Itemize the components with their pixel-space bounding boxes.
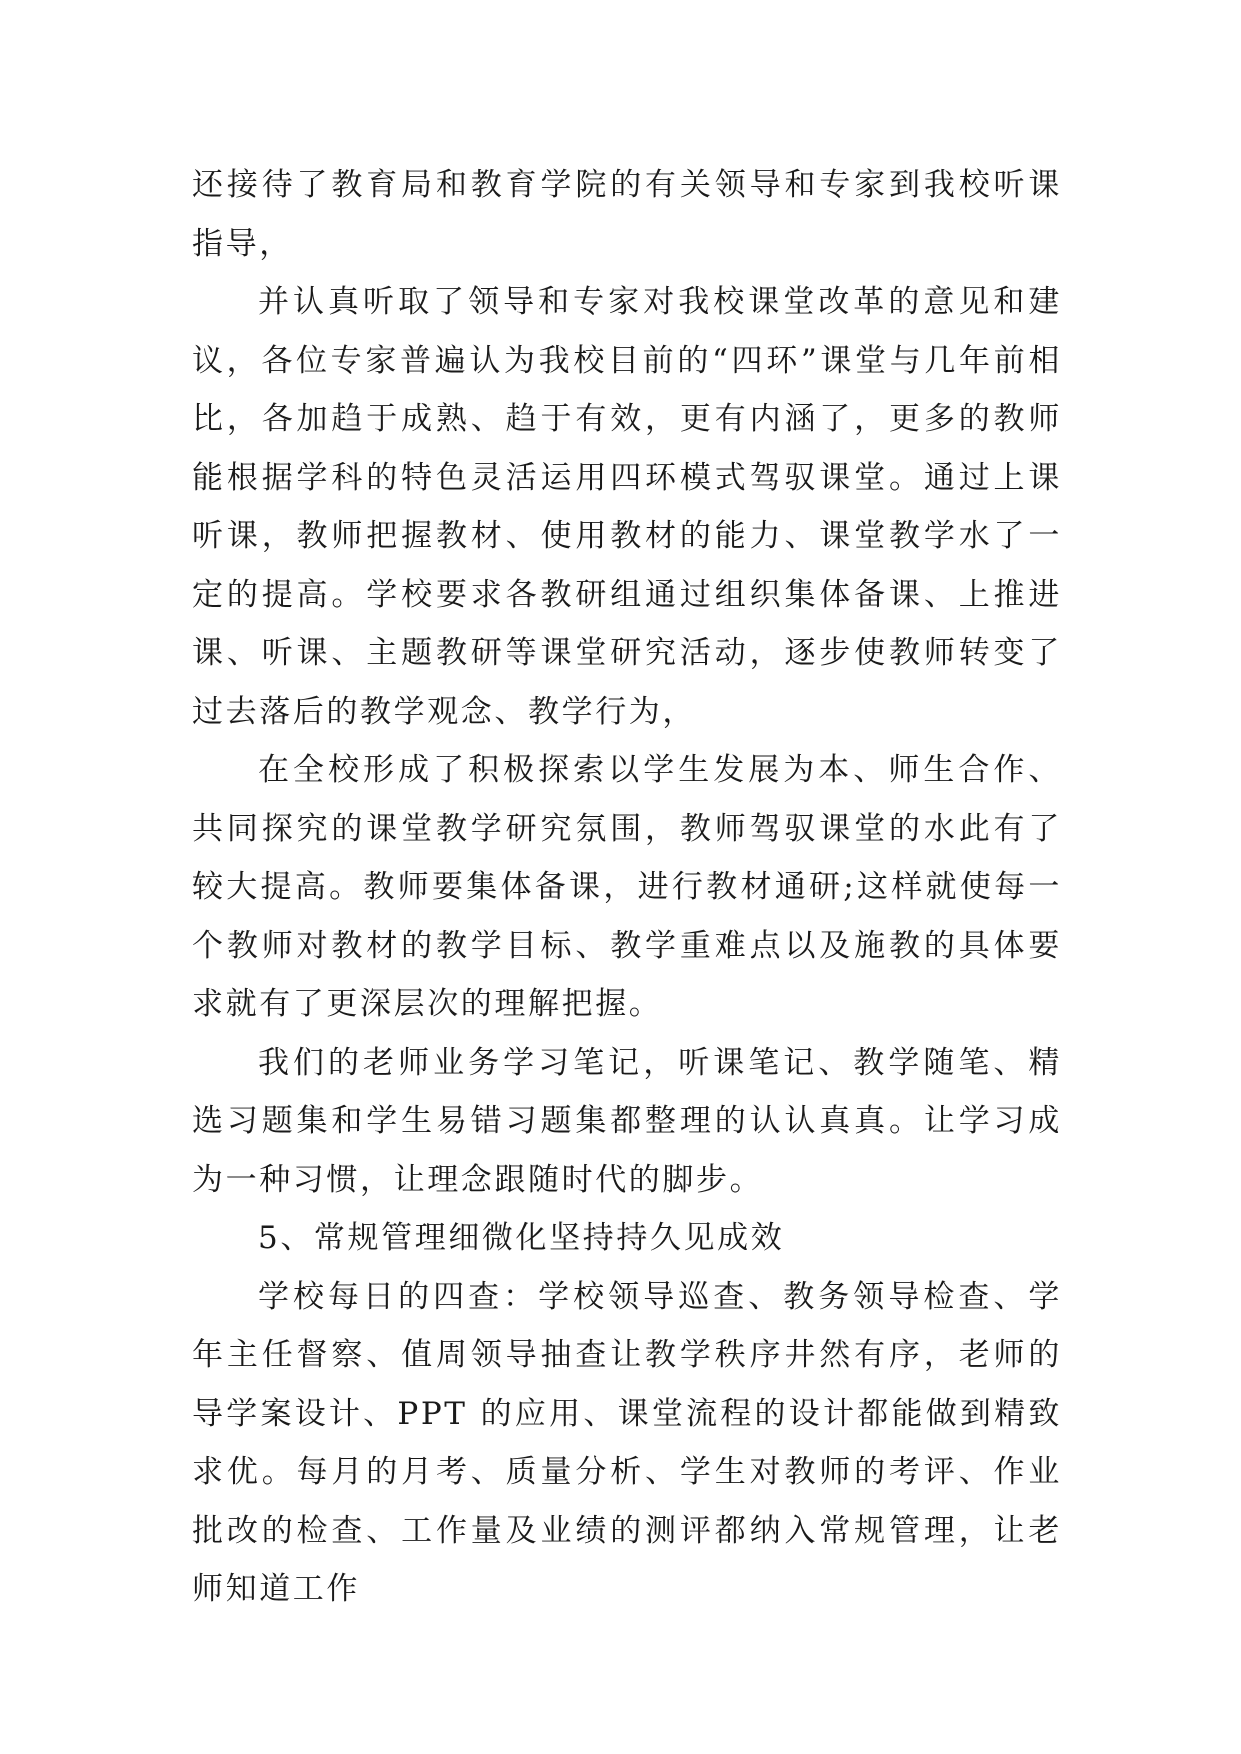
document-body (192, 156, 1062, 1619)
section-heading-5: 5、常规管理细微化坚持持久见成效 (258, 1220, 785, 1256)
paragraph-4: 我们的老师业务学习笔记，听课笔记、教学随笔、精选习题集和学生易错习题集都整理的认认真真。让学习成为一种习惯，让理念跟随时代的脚步。 (192, 1044, 1062, 1198)
paragraph-1: 还接待了教育局和教育学院的有关领导和专家到我校听课指导， (192, 167, 1062, 262)
paragraph-3: 在全校形成了积极探索以学生发展为本、师生合作、共同探究的课堂教学研究氛围，教师驾驭课堂的水此有了较大提高。教师要集体备课，进行教材通研;这样就使每一个教师对教材的教学目标、教学重难点以及施教的具体要求就有了更深层次的理解把握。 (192, 752, 1062, 1022)
paragraph-6: 学校每日的四查：学校领导巡查、教务领导检查、学年主任督察、值周领导抽查让教学秩序井然有序，老师的导学案设计、PPT 的应用、课堂流程的设计都能做到精致求优。每月的月考、质量分析、学生对教师的考评、作业批改的检查、工作量及业绩的测评都纳入常规管理，让老师知道工作 (192, 1278, 1062, 1607)
paragraph-2: 并认真听取了领导和专家对我校课堂改革的意见和建议，各位专家普遍认为我校目前的“四环”课堂与几年前相比，各加趋于成熟、趋于有效，更有内涵了，更多的教师能根据学科的特色灵活运用四环模式驾驭课堂。通过上课听课，教师把握教材、使用教材的能力、课堂教学水了一定的提高。学校要求各教研组通过组织集体备课、上推进课、听课、主题教研等课堂研究活动，逐步使教师转变了过去落后的教学观念、教学行为， (192, 284, 1062, 730)
